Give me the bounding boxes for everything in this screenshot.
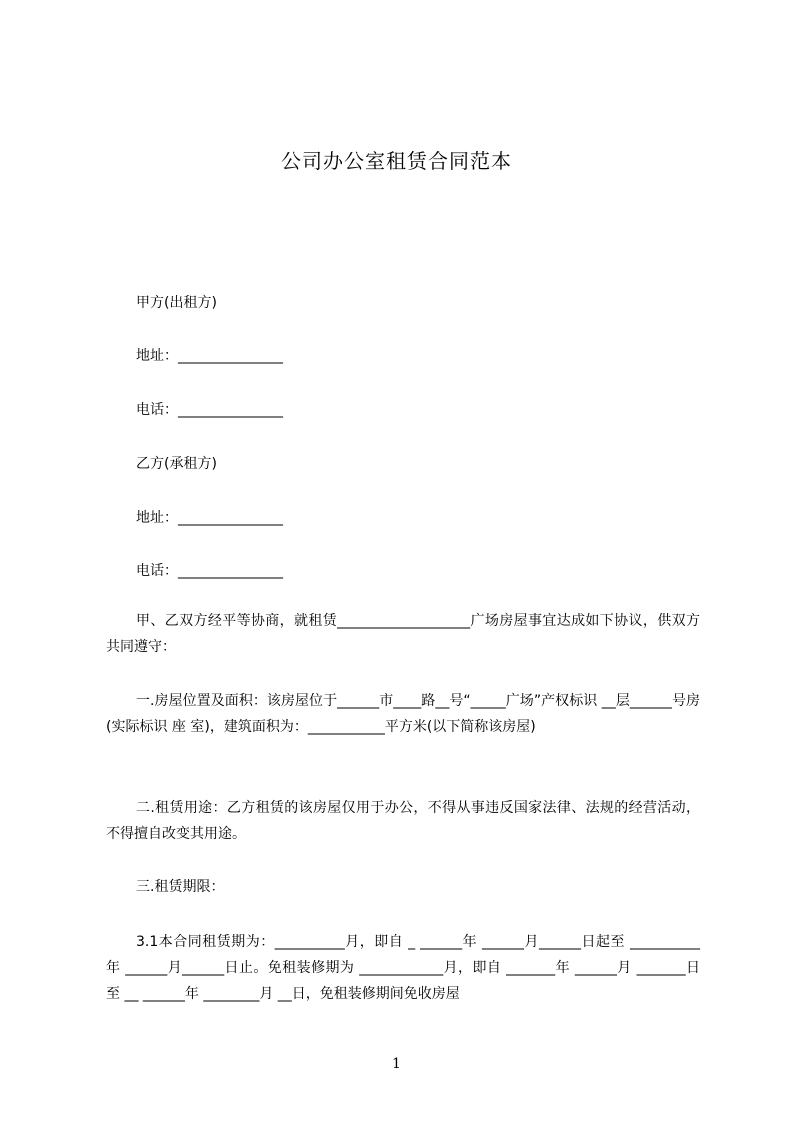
document-title: 公司办公室租赁合同范本 — [281, 149, 512, 173]
section-3-heading: 三.租赁期限： — [136, 879, 225, 895]
section-2-text: 二.租赁用途：乙方租赁的该房屋仅用于办公，不得从事违反国家法律、法规的经营活动，不得擅自改变其用途。 — [106, 800, 700, 842]
section-3-1-paragraph — [106, 929, 700, 1007]
party-a-heading: 甲方(出租方) — [136, 295, 217, 311]
party-b-phone: 电话：_______________ — [136, 563, 283, 579]
party-a-address: 地址：_______________ — [136, 348, 283, 364]
party-b-address: 地址：_______________ — [136, 510, 283, 526]
section-1-paragraph — [106, 688, 700, 740]
intro-paragraph — [106, 608, 700, 660]
section-2-paragraph — [106, 795, 700, 847]
section-1-text: 一.房屋位置及面积：该房屋位于______市____路__号“_____广场”产权标识 __层______号房(实际标识 座 室)，建筑面积为：___________平方米(以下简称该房屋) — [106, 693, 700, 735]
party-a-phone: 电话：_______________ — [136, 402, 283, 418]
page-number: 1 — [392, 1056, 401, 1072]
party-b-heading: 乙方(承租方) — [136, 456, 217, 472]
intro-text: 甲、乙双方经平等协商，就租赁___________________广场房屋事宜达成如下协议，供双方共同遵守： — [106, 613, 700, 655]
section-3-1-text: 3.1本合同租赁期为：__________月，即自 _ ______年 ______月______日起至 __________年 ______月______日止。免租装修期为 ____________月，即自 _______年 ______月 _______日至 __ ______年 ________月 __日，免租装修期间免收房屋 — [106, 934, 700, 1002]
